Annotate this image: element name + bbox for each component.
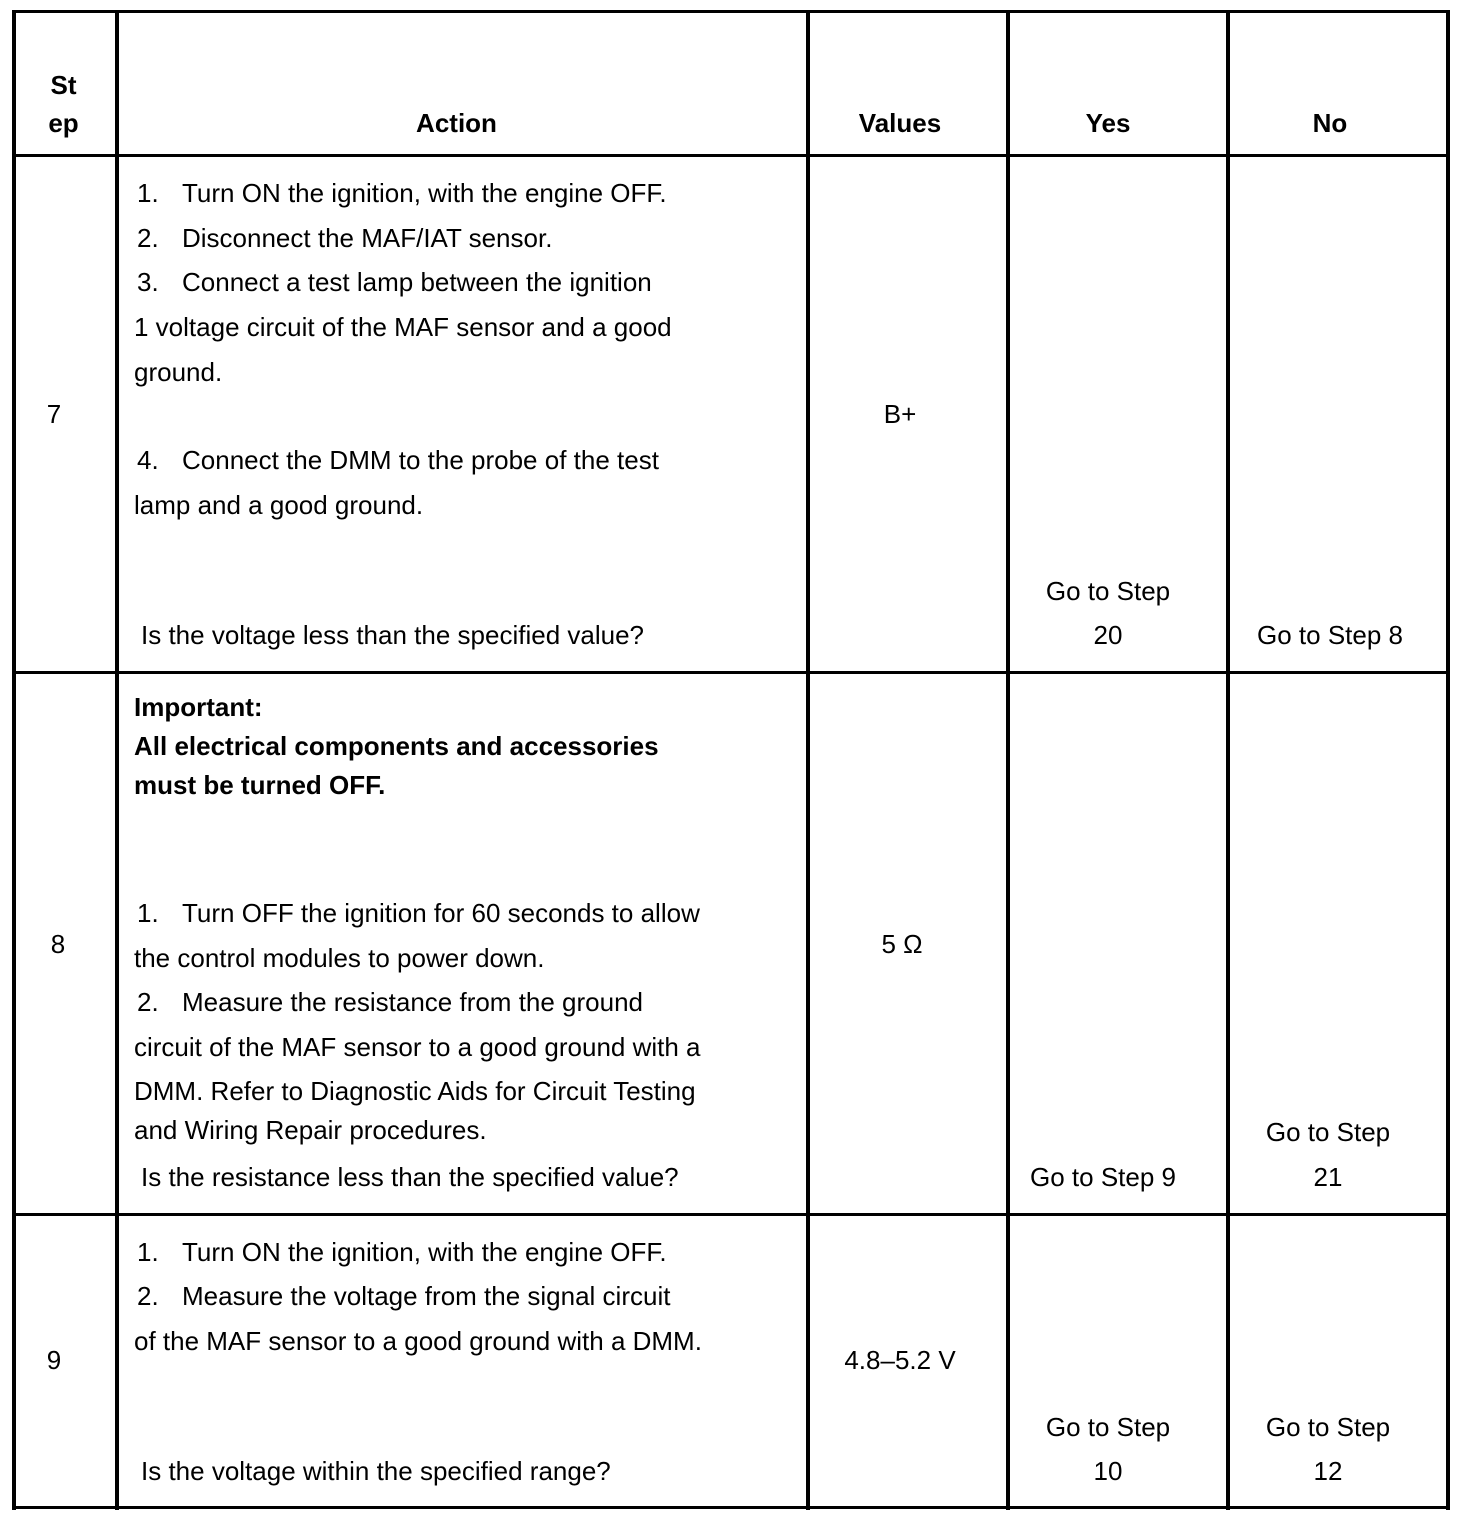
action-line: the control modules to power down. xyxy=(134,943,545,973)
yes-result: 20 xyxy=(1093,620,1123,650)
action-question: Is the voltage less than the specified value? xyxy=(141,620,644,650)
no-result: Go to Step 8 xyxy=(1257,620,1403,650)
action-line: lamp and a good ground. xyxy=(134,490,424,520)
grid-line xyxy=(12,154,1450,157)
grid-line xyxy=(12,1213,1450,1216)
grid-line xyxy=(12,671,1450,674)
no-result: 21 xyxy=(1313,1162,1343,1192)
diagnostic-table xyxy=(12,10,1450,1510)
grid-line xyxy=(12,10,16,1510)
action-question: Is the resistance less than the specified value? xyxy=(141,1162,679,1192)
value-cell: B+ xyxy=(883,399,917,429)
important-note: All electrical components and accessories xyxy=(134,731,659,761)
action-line: 1. Turn ON the ignition, with the engine OFF. xyxy=(137,178,667,208)
header-step: ep xyxy=(48,108,79,138)
yes-result: Go to Step xyxy=(1045,1412,1171,1442)
no-result: Go to Step xyxy=(1265,1412,1391,1442)
action-line: 2. Measure the resistance from the ground xyxy=(137,987,644,1017)
action-line: DMM. Refer to Diagnostic Aids for Circuit Testing xyxy=(134,1076,696,1106)
grid-line xyxy=(12,10,1450,13)
action-line: 1 voltage circuit of the MAF sensor and a good xyxy=(134,312,672,342)
yes-result: 10 xyxy=(1093,1456,1123,1486)
action-line: ground. xyxy=(134,357,223,387)
important-label: Important: xyxy=(134,692,263,722)
yes-result: Go to Step 9 xyxy=(1030,1162,1176,1192)
header-yes: Yes xyxy=(1085,108,1131,138)
important-note: must be turned OFF. xyxy=(134,770,386,800)
action-line: 2. Disconnect the MAF/IAT sensor. xyxy=(137,223,553,253)
header-no: No xyxy=(1312,108,1348,138)
grid-line xyxy=(1446,10,1450,1510)
action-line: circuit of the MAF sensor to a good ground with a xyxy=(134,1032,701,1062)
action-line: 2. Measure the voltage from the signal circuit xyxy=(137,1281,671,1311)
action-line: of the MAF sensor to a good ground with a DMM. xyxy=(134,1326,702,1356)
grid-line xyxy=(1226,10,1230,1510)
value-cell: 4.8–5.2 V xyxy=(844,1345,956,1375)
yes-result: Go to Step xyxy=(1045,576,1171,606)
no-result: Go to Step xyxy=(1265,1117,1391,1147)
step-number: 7 xyxy=(46,399,62,429)
step-number: 9 xyxy=(46,1345,62,1375)
action-line: 1. Turn ON the ignition, with the engine OFF. xyxy=(137,1237,667,1267)
grid-line xyxy=(115,10,119,1510)
header-step: St xyxy=(50,70,77,100)
step-number: 8 xyxy=(50,929,66,959)
action-question: Is the voltage within the specified range? xyxy=(141,1456,611,1486)
no-result: 12 xyxy=(1313,1456,1343,1486)
grid-line xyxy=(12,1506,1450,1509)
action-line: 1. Turn OFF the ignition for 60 seconds to allow xyxy=(137,898,700,928)
header-action: Action xyxy=(416,108,497,138)
action-line: 3. Connect a test lamp between the ignition xyxy=(137,267,652,297)
value-cell: 5 Ω xyxy=(881,929,923,959)
header-values: Values xyxy=(858,108,942,138)
grid-line xyxy=(1006,10,1010,1510)
grid-line xyxy=(806,10,810,1510)
action-line: 4. Connect the DMM to the probe of the test xyxy=(137,445,659,475)
action-line: and Wiring Repair procedures. xyxy=(134,1115,487,1145)
